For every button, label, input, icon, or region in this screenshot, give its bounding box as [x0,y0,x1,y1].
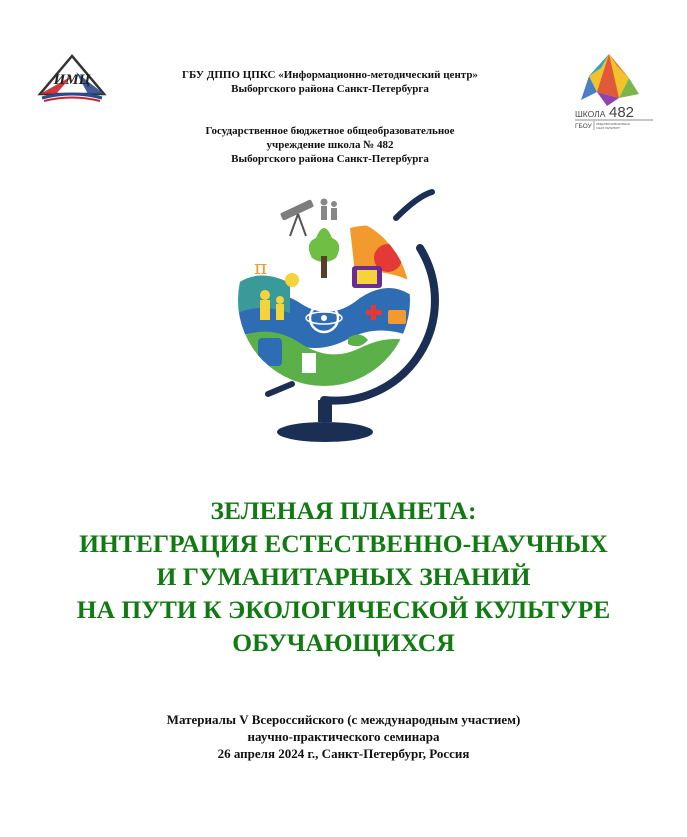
org-header-line2: Выборгского района Санкт-Петербурга [231,83,429,95]
title-line5: ОБУЧАЮЩИХСЯ [232,628,455,657]
school-logo-number: 482 [609,104,635,121]
school-header-line3: Выборгского района Санкт-Петербурга [231,153,429,165]
title-line1: ЗЕЛЕНАЯ ПЛАНЕТА: [210,496,477,525]
school-header-line2: учреждение школа № 482 [266,139,394,151]
seminar-info-line1: Материалы V Всероссийского (с международным участием) [166,712,521,727]
pi-symbol: π [254,255,268,279]
imc-logo [36,54,108,104]
seminar-info-line2: научно-практического семинара [247,729,440,744]
title-line2: ИНТЕГРАЦИЯ ЕСТЕСТВЕННО-НАУЧНЫХ [79,529,608,558]
seminar-info [0,711,687,762]
school-logo-small1: ОБЩЕОБРАЗОВАТЕЛЬНАЯ [596,123,630,126]
org-header-line1: ГБУ ДППО ЦПКС «Информационно-методический центр» [182,69,478,81]
globe-illustration [220,188,460,450]
school-482-logo [573,50,655,132]
school-logo-word: ШКОЛА [575,109,606,119]
seminar-info-line3: 26 апреля 2024 г., Санкт-Петербург, Россия [217,746,470,761]
title-line3: И ГУМАНИТАРНЫХ ЗНАНИЙ [156,562,531,591]
main-title [0,494,687,659]
school-header-line1: Государственное бюджетное общеобразовательное [205,125,455,137]
title-line4: НА ПУТИ К ЭКОЛОГИЧЕСКОЙ КУЛЬТУРЕ [76,595,611,624]
imc-logo-text: ИМЦ [53,72,91,88]
school-header [110,124,550,166]
school-logo-gbou: ГБОУ [575,123,592,130]
school-logo-small2: САНКТ-ПЕТЕРБУРГ [596,127,621,130]
organization-header [110,68,550,96]
